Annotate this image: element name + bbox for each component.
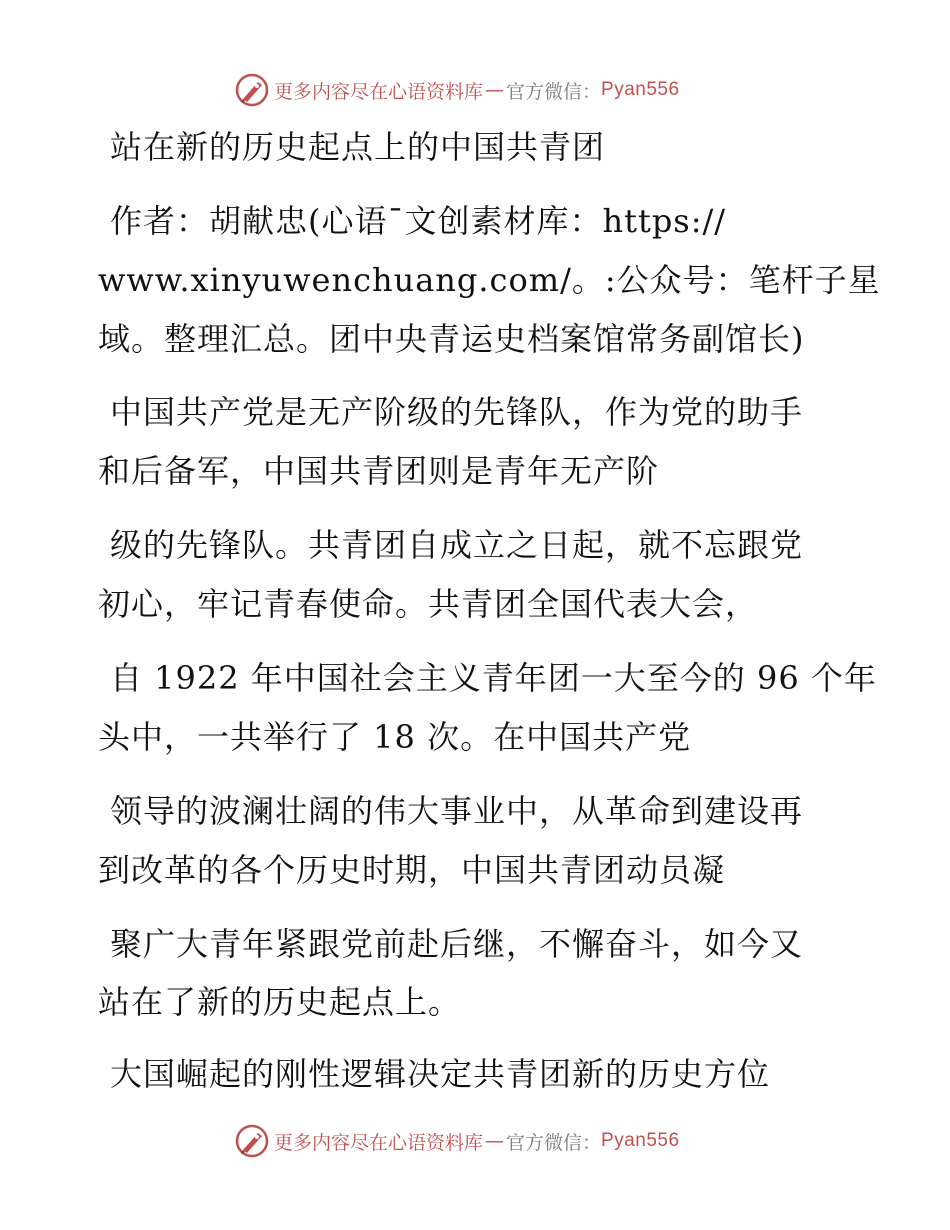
- watermark-main-text: 更多内容尽在心语资料库: [274, 80, 484, 103]
- watermark-label: 官方微信：: [506, 80, 602, 103]
- watermark-dash: —: [485, 79, 505, 101]
- author-line: www.xinyuwenchuang.com/。:公众号：笔杆子星: [98, 261, 881, 299]
- body-line: 中国共产党是无产阶级的先锋队，作为党的助手: [110, 393, 804, 431]
- pen-logo-icon: [234, 1123, 270, 1159]
- document-title: 站在新的历史起点上的中国共青团: [110, 128, 606, 166]
- footer-watermark: [234, 1121, 680, 1161]
- body-line: 领导的波澜壮阔的伟大事业中，从革命到建设再: [110, 792, 804, 830]
- body-line: 站在了新的历史起点上。: [98, 983, 462, 1021]
- author-line: 域。整理汇总。团中央青运史档案馆常务副馆长): [98, 320, 805, 358]
- body-line: 聚广大青年紧跟党前赴后继，不懈奋斗，如今又: [110, 925, 804, 963]
- body-line: 和后备军，中国共青团则是青年无产阶: [98, 452, 660, 490]
- body-line: 到改革的各个历史时期，中国共青团动员凝: [98, 851, 726, 889]
- watermark-dash: —: [485, 1130, 505, 1152]
- header-watermark: [234, 70, 680, 110]
- watermark-label: 官方微信：: [506, 1131, 602, 1154]
- watermark-main-text: 更多内容尽在心语资料库: [274, 1131, 484, 1154]
- author-line: 作者：胡献忠(心语¯文创素材库：https://: [110, 202, 727, 240]
- watermark-handle: Pyan556: [601, 79, 680, 100]
- body-line: 初心，牢记青春使命。共青团全国代表大会，: [98, 585, 759, 623]
- watermark-handle: Pyan556: [601, 1130, 680, 1151]
- body-line: 大国崛起的刚性逻辑决定共青团新的历史方位: [110, 1055, 771, 1093]
- body-line: 头中，一共举行了 18 次。在中国共产党: [98, 718, 692, 756]
- pen-logo-icon: [234, 72, 270, 108]
- body-line: 级的先锋队。共青团自成立之日起，就不忘跟党: [110, 526, 804, 564]
- body-line: 自 1922 年中国社会主义青年团一大至今的 96 个年: [110, 659, 877, 697]
